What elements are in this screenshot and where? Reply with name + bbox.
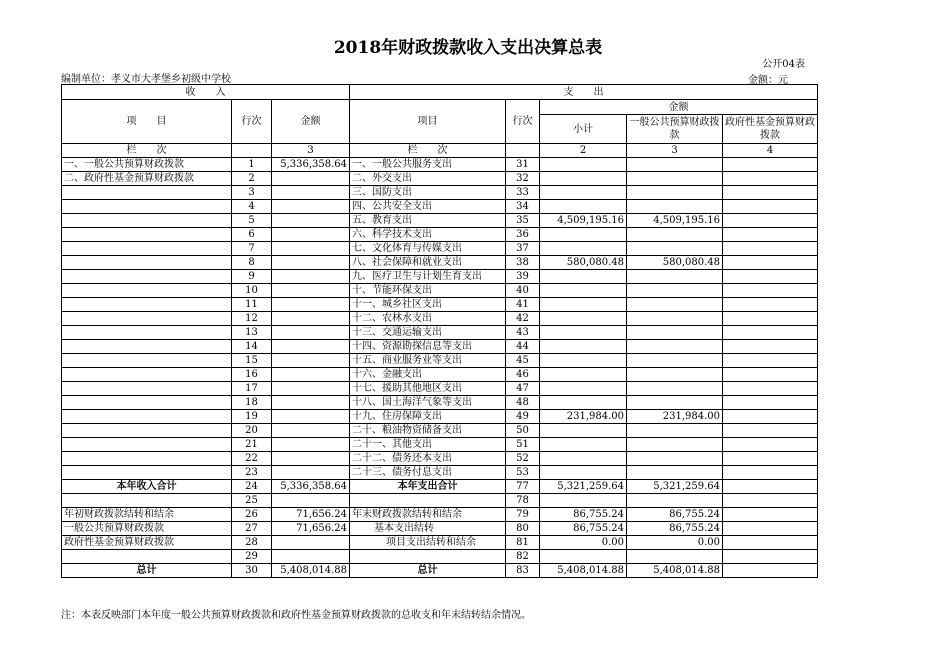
expense-header: 支 出 (350, 85, 818, 100)
expense-line-number: 48 (506, 396, 540, 410)
income-line-number: 14 (232, 340, 272, 354)
expense-item: 本年支出合计 (350, 480, 506, 494)
expense-subtotal (540, 550, 627, 564)
income-amount: 71,656.24 (272, 508, 350, 522)
expense-item: 总计 (350, 564, 506, 578)
income-line-number: 20 (232, 424, 272, 438)
income-line-number: 29 (232, 550, 272, 564)
expense-gov-fund (723, 284, 818, 298)
expense-line-number: 35 (506, 214, 540, 228)
income-item: 本年收入合计 (62, 480, 232, 494)
expense-subtotal: 580,080.48 (540, 256, 627, 270)
income-item (62, 200, 232, 214)
expense-line-number: 49 (506, 410, 540, 424)
income-amount (272, 326, 350, 340)
table-row (62, 186, 818, 200)
column-number-4: 4 (723, 144, 818, 158)
expense-gov-fund (723, 438, 818, 452)
expense-line-number: 36 (506, 228, 540, 242)
income-amount (272, 452, 350, 466)
expense-general-budget (627, 340, 723, 354)
income-item (62, 270, 232, 284)
table-row (62, 312, 818, 326)
income-line-number: 28 (232, 536, 272, 550)
income-line-number: 8 (232, 256, 272, 270)
expense-gov-fund (723, 340, 818, 354)
expense-item: 三、国防支出 (350, 186, 506, 200)
income-item (62, 452, 232, 466)
expense-general-budget (627, 242, 723, 256)
table-row (62, 550, 818, 564)
expense-item: 年末财政拨款结转和结余 (350, 508, 506, 522)
table-row (62, 354, 818, 368)
income-item: 一般公共预算财政拨款 (62, 522, 232, 536)
expense-line-number: 80 (506, 522, 540, 536)
column-number-3b: 3 (627, 144, 723, 158)
expense-item: 二、外交支出 (350, 172, 506, 186)
footnote: 注：本表反映部门本年度一般公共预算财政拨款和政府性基金预算财政拨款的总收支和年末结转结余情况。 (61, 610, 531, 621)
expense-subtotal (540, 284, 627, 298)
expense-line-number: 41 (506, 298, 540, 312)
income-item (62, 550, 232, 564)
expense-gov-fund (723, 186, 818, 200)
income-line-number: 16 (232, 368, 272, 382)
income-amount (272, 312, 350, 326)
income-amount (272, 200, 350, 214)
expense-item: 一、一般公共服务支出 (350, 158, 506, 172)
expense-gov-fund (723, 158, 818, 172)
expense-item: 十五、商业服务业等支出 (350, 354, 506, 368)
income-line-number: 12 (232, 312, 272, 326)
table-row (62, 242, 818, 256)
expense-subtotal (540, 396, 627, 410)
income-amount (272, 172, 350, 186)
income-line-number: 21 (232, 438, 272, 452)
expense-gov-fund (723, 480, 818, 494)
expense-item: 十四、资源勘探信息等支出 (350, 340, 506, 354)
income-line-number: 30 (232, 564, 272, 578)
expense-line-number: 51 (506, 438, 540, 452)
income-line-number: 22 (232, 452, 272, 466)
table-row (62, 284, 818, 298)
table-row (62, 200, 818, 214)
income-amount (272, 186, 350, 200)
expense-subtotal (540, 424, 627, 438)
income-amount: 5,336,358.64 (272, 158, 350, 172)
table-row (62, 508, 818, 522)
expense-item: 十七、援助其他地区支出 (350, 382, 506, 396)
income-amount (272, 536, 350, 550)
expense-subtotal (540, 228, 627, 242)
income-line-number: 19 (232, 410, 272, 424)
income-amount: 71,656.24 (272, 522, 350, 536)
expense-subtotal (540, 438, 627, 452)
expense-general-budget: 5,408,014.88 (627, 564, 723, 578)
income-amount (272, 396, 350, 410)
table-row (62, 466, 818, 480)
expense-line-number: 82 (506, 550, 540, 564)
income-line-number: 11 (232, 298, 272, 312)
expense-general-budget (627, 368, 723, 382)
expense-general-budget: 580,080.48 (627, 256, 723, 270)
expense-gov-fund (723, 172, 818, 186)
expense-line-number: 79 (506, 508, 540, 522)
expense-line-number: 83 (506, 564, 540, 578)
expense-item: 基本支出结转 (350, 522, 506, 536)
expense-general-budget (627, 298, 723, 312)
income-amount (272, 382, 350, 396)
expense-line-number: 43 (506, 326, 540, 340)
expense-subtotal (540, 200, 627, 214)
table-row (62, 480, 818, 494)
expense-line-number: 78 (506, 494, 540, 508)
expense-general-budget (627, 172, 723, 186)
table-row (62, 172, 818, 186)
expense-item: 六、科学技术支出 (350, 228, 506, 242)
income-header: 收 入 (62, 85, 350, 100)
income-item (62, 424, 232, 438)
expense-item: 十六、金融支出 (350, 368, 506, 382)
expense-gov-fund (723, 214, 818, 228)
expense-item (350, 550, 506, 564)
income-item (62, 494, 232, 508)
income-amount (272, 284, 350, 298)
table-row (62, 452, 818, 466)
expense-general-budget (627, 396, 723, 410)
expense-general-budget (627, 438, 723, 452)
income-item (62, 396, 232, 410)
expense-line-header: 行次 (506, 100, 540, 144)
expense-line-number: 47 (506, 382, 540, 396)
expense-gov-fund (723, 564, 818, 578)
expense-item: 四、公共安全支出 (350, 200, 506, 214)
expense-gov-fund (723, 410, 818, 424)
expense-line-number: 38 (506, 256, 540, 270)
table-row (62, 368, 818, 382)
income-line-number: 6 (232, 228, 272, 242)
expense-line-number: 52 (506, 452, 540, 466)
income-amount (272, 368, 350, 382)
expense-line-number: 53 (506, 466, 540, 480)
income-line-number: 18 (232, 396, 272, 410)
expense-subtotal (540, 368, 627, 382)
expense-item: 二十、粮油物资储备支出 (350, 424, 506, 438)
income-item (62, 340, 232, 354)
income-amount (272, 438, 350, 452)
expense-line-number: 40 (506, 284, 540, 298)
general-budget-header: 一般公共预算财政拨款 (627, 115, 723, 144)
table-row (62, 228, 818, 242)
income-item (62, 242, 232, 256)
income-line-number: 25 (232, 494, 272, 508)
income-line-number: 15 (232, 354, 272, 368)
expense-item: 十一、城乡社区支出 (350, 298, 506, 312)
subtotal-header: 小计 (540, 115, 627, 144)
expense-gov-fund (723, 256, 818, 270)
income-amount (272, 550, 350, 564)
expense-gov-fund (723, 550, 818, 564)
expense-general-budget (627, 200, 723, 214)
table-row (62, 424, 818, 438)
expense-subtotal (540, 382, 627, 396)
income-item: 年初财政拨款结转和结余 (62, 508, 232, 522)
expense-subtotal (540, 158, 627, 172)
table-row (62, 214, 818, 228)
report-title: 2018年财政拨款收入支出决算总表 (333, 38, 603, 58)
expense-subtotal: 0.00 (540, 536, 627, 550)
expense-line-number: 39 (506, 270, 540, 284)
income-line-number: 10 (232, 284, 272, 298)
expense-item: 十二、农林水支出 (350, 312, 506, 326)
expense-general-budget: 5,321,259.64 (627, 480, 723, 494)
expense-subtotal (540, 452, 627, 466)
income-line-header: 行次 (232, 100, 272, 144)
expense-general-budget (627, 466, 723, 480)
income-line-number: 27 (232, 522, 272, 536)
income-item (62, 214, 232, 228)
table-row (62, 158, 818, 172)
column-number-2: 2 (540, 144, 627, 158)
gov-fund-header: 政府性基金预算财政拨款 (723, 115, 818, 144)
table-row (62, 494, 818, 508)
expense-general-budget (627, 186, 723, 200)
expense-general-budget (627, 494, 723, 508)
expense-general-budget (627, 550, 723, 564)
expense-item: 五、教育支出 (350, 214, 506, 228)
expense-item: 项目支出结转和结余 (350, 536, 506, 550)
income-item (62, 298, 232, 312)
expense-gov-fund (723, 396, 818, 410)
expense-gov-fund (723, 494, 818, 508)
expense-subtotal (540, 298, 627, 312)
expense-gov-fund (723, 270, 818, 284)
income-item (62, 284, 232, 298)
table-row (62, 564, 818, 578)
expense-gov-fund (723, 368, 818, 382)
expense-subtotal: 86,755.24 (540, 522, 627, 536)
income-amount (272, 228, 350, 242)
expense-general-budget (627, 228, 723, 242)
budget-summary-table (61, 84, 818, 578)
expense-subtotal (540, 466, 627, 480)
expense-subtotal (540, 312, 627, 326)
income-item (62, 438, 232, 452)
expense-gov-fund (723, 452, 818, 466)
table-row (62, 340, 818, 354)
expense-subtotal: 4,509,195.16 (540, 214, 627, 228)
expense-general-budget (627, 312, 723, 326)
expense-general-budget (627, 270, 723, 284)
expense-gov-fund (723, 242, 818, 256)
expense-subtotal (540, 354, 627, 368)
income-item (62, 410, 232, 424)
expense-general-budget (627, 354, 723, 368)
expense-line-number: 77 (506, 480, 540, 494)
expense-general-budget (627, 284, 723, 298)
income-item (62, 326, 232, 340)
expense-item: 八、社会保障和就业支出 (350, 256, 506, 270)
expense-item: 二十二、债务还本支出 (350, 452, 506, 466)
income-amount-header: 金额 (272, 100, 350, 144)
income-item-header: 项 目 (62, 100, 232, 144)
income-line-number: 4 (232, 200, 272, 214)
income-amount (272, 494, 350, 508)
income-line-number: 13 (232, 326, 272, 340)
expense-line-number: 32 (506, 172, 540, 186)
table-row (62, 298, 818, 312)
income-amount (272, 410, 350, 424)
expense-subtotal (540, 242, 627, 256)
expense-subtotal: 5,321,259.64 (540, 480, 627, 494)
expense-subtotal: 231,984.00 (540, 410, 627, 424)
income-amount: 5,336,358.64 (272, 480, 350, 494)
expense-subtotal (540, 326, 627, 340)
expense-line-number: 31 (506, 158, 540, 172)
expense-general-budget: 86,755.24 (627, 522, 723, 536)
expense-general-budget (627, 382, 723, 396)
expense-line-number: 50 (506, 424, 540, 438)
table-row (62, 256, 818, 270)
income-line-number: 5 (232, 214, 272, 228)
income-item: 一、一般公共预算财政拨款 (62, 158, 232, 172)
expense-gov-fund (723, 228, 818, 242)
income-amount (272, 270, 350, 284)
income-line-number: 3 (232, 186, 272, 200)
expense-general-budget (627, 158, 723, 172)
expense-item (350, 494, 506, 508)
income-item (62, 256, 232, 270)
income-item (62, 228, 232, 242)
column-number-3: 3 (272, 144, 350, 158)
expense-general-budget (627, 326, 723, 340)
expense-item: 二十三、债务付息支出 (350, 466, 506, 480)
expense-subtotal (540, 340, 627, 354)
expense-gov-fund (723, 312, 818, 326)
income-amount (272, 298, 350, 312)
form-number: 公开04表 (762, 59, 805, 70)
expense-item: 十八、国土海洋气象等支出 (350, 396, 506, 410)
expense-item: 十三、交通运输支出 (350, 326, 506, 340)
expense-general-budget: 231,984.00 (627, 410, 723, 424)
income-line-number: 9 (232, 270, 272, 284)
income-item (62, 382, 232, 396)
income-line-number: 24 (232, 480, 272, 494)
income-amount (272, 214, 350, 228)
table-row (62, 270, 818, 284)
expense-item: 十、节能环保支出 (350, 284, 506, 298)
expense-amount-header: 金额 (540, 100, 818, 115)
income-amount (272, 340, 350, 354)
income-item (62, 466, 232, 480)
expense-line-number: 34 (506, 200, 540, 214)
expense-gov-fund (723, 508, 818, 522)
table-row (62, 438, 818, 452)
expense-general-budget: 0.00 (627, 536, 723, 550)
expense-general-budget: 4,509,195.16 (627, 214, 723, 228)
income-item (62, 312, 232, 326)
expense-item: 九、医疗卫生与计划生育支出 (350, 270, 506, 284)
expense-line-number: 37 (506, 242, 540, 256)
expense-line-number: 33 (506, 186, 540, 200)
table-row (62, 522, 818, 536)
column-label: 栏 次 (62, 144, 232, 158)
expense-general-budget (627, 424, 723, 438)
income-item (62, 368, 232, 382)
income-item: 总计 (62, 564, 232, 578)
expense-general-budget (627, 452, 723, 466)
income-line-number: 2 (232, 172, 272, 186)
income-amount (272, 242, 350, 256)
organization-unit: 编制单位：孝义市大孝堡乡初级中学校 (61, 74, 231, 85)
expense-subtotal: 5,408,014.88 (540, 564, 627, 578)
expense-subtotal (540, 494, 627, 508)
income-item (62, 186, 232, 200)
expense-item-header: 项目 (350, 100, 506, 144)
expense-item: 七、文化体育与传媒支出 (350, 242, 506, 256)
expense-subtotal (540, 186, 627, 200)
expense-line-number: 42 (506, 312, 540, 326)
income-line-number: 23 (232, 466, 272, 480)
income-amount: 5,408,014.88 (272, 564, 350, 578)
income-item (62, 354, 232, 368)
income-amount (272, 466, 350, 480)
income-line-number: 7 (232, 242, 272, 256)
income-amount (272, 354, 350, 368)
expense-subtotal (540, 270, 627, 284)
income-line-number: 26 (232, 508, 272, 522)
table-row (62, 536, 818, 550)
expense-line-number: 46 (506, 368, 540, 382)
expense-gov-fund (723, 536, 818, 550)
income-line-number: 1 (232, 158, 272, 172)
table-row (62, 396, 818, 410)
expense-gov-fund (723, 326, 818, 340)
expense-gov-fund (723, 298, 818, 312)
income-amount (272, 424, 350, 438)
table-row (62, 326, 818, 340)
expense-subtotal: 86,755.24 (540, 508, 627, 522)
expense-item: 二十一、其他支出 (350, 438, 506, 452)
column-label-expense: 栏 次 (350, 144, 506, 158)
expense-gov-fund (723, 466, 818, 480)
expense-subtotal (540, 172, 627, 186)
expense-gov-fund (723, 200, 818, 214)
expense-item: 十九、住房保障支出 (350, 410, 506, 424)
expense-line-number: 44 (506, 340, 540, 354)
table-row (62, 382, 818, 396)
table-row (62, 410, 818, 424)
expense-gov-fund (723, 354, 818, 368)
expense-gov-fund (723, 424, 818, 438)
expense-general-budget: 86,755.24 (627, 508, 723, 522)
expense-gov-fund (723, 382, 818, 396)
expense-line-number: 81 (506, 536, 540, 550)
amount-unit: 金额：元 (748, 75, 788, 86)
income-amount (272, 256, 350, 270)
income-item: 二、政府性基金预算财政拨款 (62, 172, 232, 186)
income-line-number: 17 (232, 382, 272, 396)
expense-gov-fund (723, 522, 818, 536)
expense-line-number: 45 (506, 354, 540, 368)
income-item: 政府性基金预算财政拨款 (62, 536, 232, 550)
